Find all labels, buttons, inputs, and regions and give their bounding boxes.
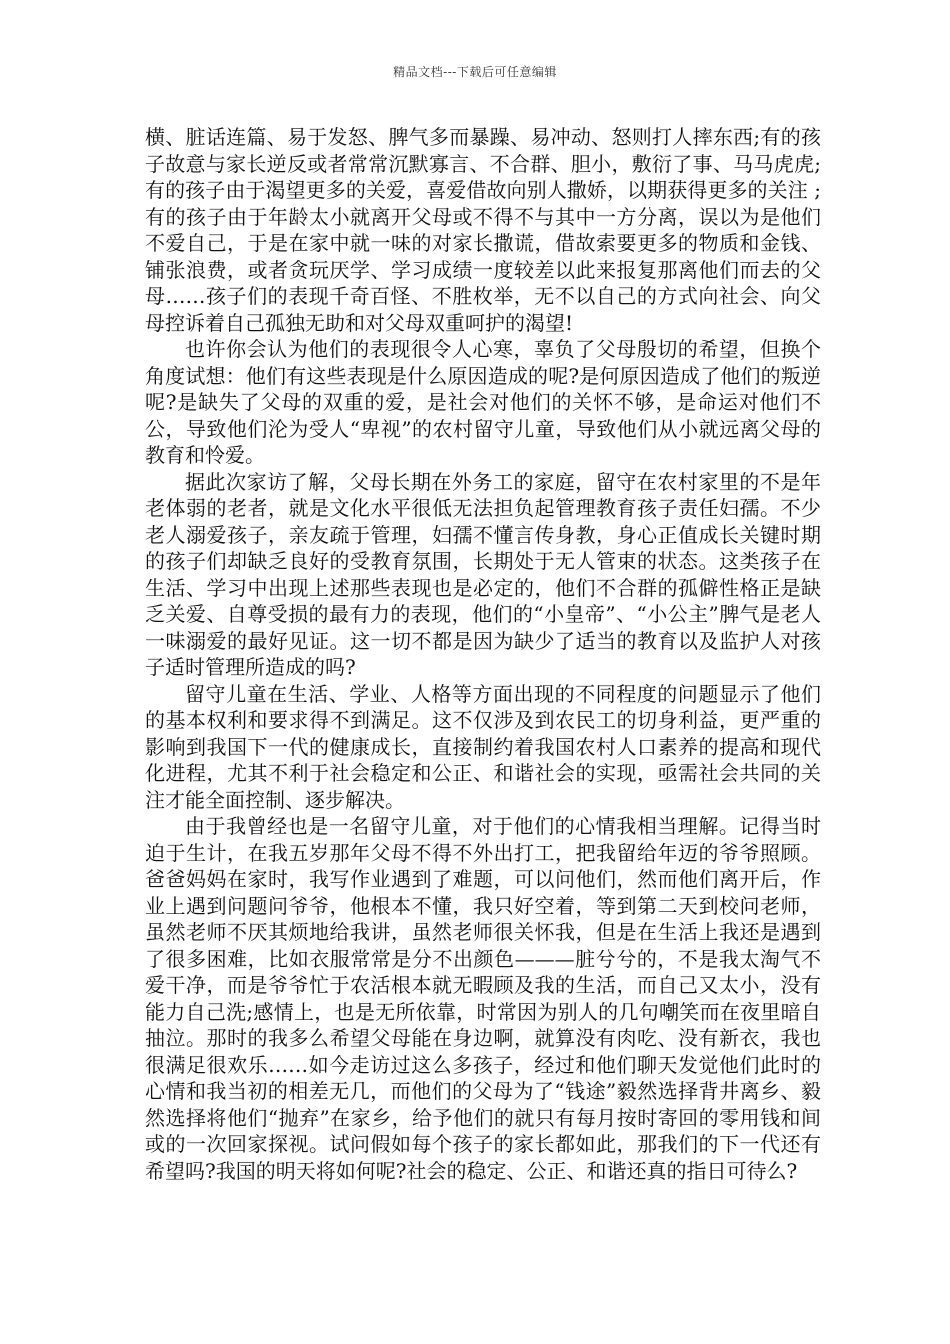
paragraph-continuation: 横、脏话连篇、易于发怒、脾气多而暴躁、易冲动、怒则打人摔东西;有的孩子故意与家长逆反或者常常沉默寡言、不合群、胆小，敷衍了事、马马虎虎;有的孩子由于渴望更多的关爱，喜爱借故向别人撒娇，以期获得更多的关注 ;有的孩子由于年龄太小就离开父母或不得不与其中一方分离，误以为是他们不爱自己，于是在家中就一味的对家长撒谎，借故索要更多的物质和金钱、铺张浪费，或者贪玩厌学、学习成绩一度较差以此来报复那离他们而去的父母……孩子们的表现千奇百怪、不胜枚举，无不以自己的方式向社会、向父母控诉着自己孤独无助和对父母双重呵护的渴望! bbox=[145, 125, 821, 335]
paragraph: 据此次家访了解，父母长期在外务工的家庭，留守在农村家里的不是年老体弱的老者，就是文化水平很低无法担负起管理教育孩子责任妇孺。不少老人溺爱孩子，亲友疏于管理，妇孺不懂言传身教，身心正值成长关键时期的孩子们却缺乏良好的受教育氛围，长期处于无人管束的状态。这类孩子在生活、学习中出现上述那些表现也是必定的，他们不合群的孤僻性格正是缺乏关爱、自尊受损的最有力的表现，他们的“小皇帝”、“小公主”脾气是老人一味溺爱的最好见证。这一切不都是因为缺少了适当的教育以及监护人对孩子适时管理所造成的吗? bbox=[145, 469, 821, 679]
document-body bbox=[145, 124, 821, 1184]
paragraph: 也许你会认为他们的表现很令人心寒，辜负了父母殷切的希望，但换个角度试想：他们有这些表现是什么原因造成的呢?是何原因造成了他们的叛逆呢?是缺失了父母的双重的爱，是社会对他们的关怀不够，是命运对他们不公，导致他们沦为受人“卑视”的农村留守儿童，导致他们从小就远离父母的教育和怜爱。 bbox=[145, 337, 821, 467]
page-header: 精品文档---下载后可任意编辑 bbox=[393, 65, 557, 79]
paragraph: 由于我曾经也是一名留守儿童，对于他们的心情我相当理解。记得当时迫于生计，在我五岁那年父母不得不外出打工，把我留给年迈的爷爷照顾。爸爸妈妈在家时，我写作业遇到了难题，可以问他们，然而他们离开后，作业上遇到问题问爷爷，他根本不懂，我只好空着，等到第二天到校问老师，虽然老师不厌其烦地给我讲，虽然老师很关怀我，但是在生活上我还是遇到了很多困难，比如衣服常常是分不出颜色———脏兮兮的，不是我太淘气不爱干净，而是爷爷忙于农活根本就无暇顾及我的生活，而自己又太小，没有能力自己洗;感情上，也是无所依靠，时常因为别人的几句嘲笑而在夜里暗自抽泣。那时的我多么希望父母能在身边啊，就算没有肉吃、没有新衣，我也很满足很欢乐……如今走访过这么多孩子，经过和他们聊天发觉他们此时的心情和我当初的相差无几，而他们的父母为了“钱途”毅然选择背井离乡、毅然选择将他们“抛弃”在家乡，给予他们的就只有每月按时寄回的零用钱和间或的一次回家探视。试问假如每个孩子的家长都如此，那我们的下一代还有希望吗?我国的明天将如何呢?社会的稳定、公正、和谐还真的指日可待么? bbox=[145, 814, 821, 1183]
paragraph: 留守儿童在生活、学业、人格等方面出现的不同程度的问题显示了他们的基本权利和要求得不到满足。这不仅涉及到农民工的切身利益，更严重的影响到我国下一代的健康成长，直接制约着我国农村人口素养的提高和现代化进程，尤其不利于社会稳定和公正、和谐社会的实现，亟需社会共同的关注才能全面控制、逐步解决。 bbox=[145, 681, 821, 812]
